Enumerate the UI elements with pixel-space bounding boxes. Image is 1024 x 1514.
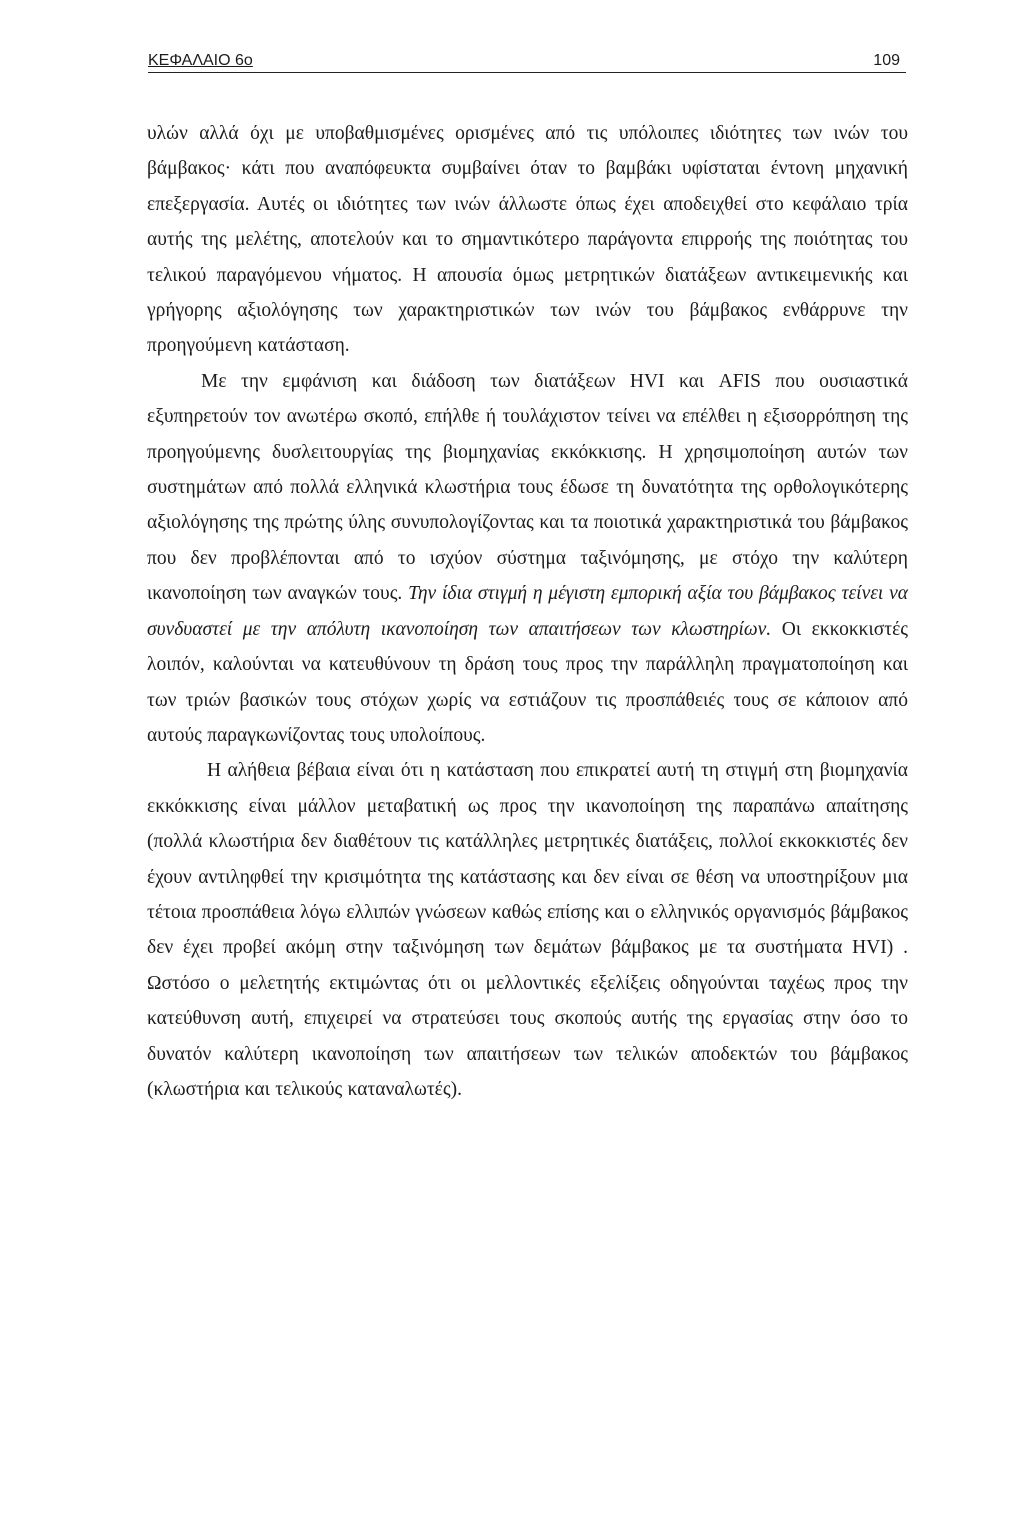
paragraph-3: Η αλήθεια βέβαια είναι ότι η κατάσταση που επικρατεί αυτή τη στιγμή στη βιομηχανία εκκόκκισης είναι μάλλον μεταβατική ως προς την ικανοποίηση της παραπάνω απαίτησης (πολλά κλωστήρια δεν διαθέτουν τις κατάλληλες μετρητικές διατάξεις, πολλοί εκκοκκιστές δεν έχουν αντιληφθεί την κρισιμότητα της κατάστασης και δεν είναι σε θέση να υποστηρίξουν μια τέτοια προσπάθεια λόγω ελλιπών γνώσεων καθώς επίσης και ο ελληνικός οργανισμός βάμβακος δεν έχει προβεί ακόμη στην ταξινόμηση των δεμάτων βάμβακος με τα συστήματα HVI) . Ωστόσο ο μελετητής εκτιμώντας ότι οι μελλοντικές εξελίξεις οδηγούνται ταχέως προς την κατεύθυνση αυτή, επιχειρεί να στρατεύσει τους σκοπούς αυτής της εργασίας στην όσο το δυνατόν καλύτερη ικανοποίηση των απαιτήσεων των τελικών αποδεκτών του βάμβακος (κλωστήρια και τελικούς καταναλωτές). bbox=[147, 760, 908, 1100]
page-number: 109 bbox=[873, 52, 900, 69]
paragraph-2 bbox=[147, 364, 908, 753]
chapter-title: ΚΕΦΑΛΑΙΟ 6ο bbox=[148, 52, 253, 69]
paragraph-1: υλών αλλά όχι με υποβαθμισμένες ορισμένες από τις υπόλοιπες ιδιότητες των ινών του βάμβακος· κάτι που αναπόφευκτα συμβαίνει όταν το βαμβάκι υφίσταται έντονη μηχανική επεξεργασία. Αυτές οι ιδιότητες των ινών άλλωστε όπως έχει αποδειχθεί στο κεφάλαιο τρία αυτής της μελέτης, αποτελούν και το σημαντικότερο παράγοντα επιρροής της ποιότητας του τελικού παραγόμενου νήματος. Η απουσία όμως μετρητικών διατάξεων αντικειμενικής και γρήγορης αξιολόγησης των χαρακτηριστικών των ινών του βάμβακος ενθάρρυνε την προηγούμενη κατάσταση. bbox=[147, 123, 908, 357]
paragraph-2-italic: Την ίδια στιγμή η μέγιστη εμπορική αξία του βάμβακος τείνει να συνδυαστεί με την απόλυτη ικανοποίηση των απαιτήσεων των κλωστηρίων. bbox=[147, 583, 909, 640]
page-header bbox=[148, 50, 906, 73]
paragraph-2-start: Με την εμφάνιση και διάδοση των διατάξεων HVI και AFIS που ουσιαστικά εξυπηρετούν τον ανωτέρω σκοπό, επήλθε ή τουλάχιστον τείνει να επέλθει η εξισορρόπηση της προηγούμενης δυσλειτουργίας της βιομηχανίας εκκόκκισης. Η χρησιμοποίηση αυτών των συστημάτων από πολλά ελληνικά κλωστήρια τους έδωσε τη δυνατότητα της ορθολογικότερης αξιολόγησης της πρώτης ύλης συνυπολογίζοντας και τα ποιοτικά χαρακτηριστικά του βάμβακος που δεν προβλέπονται από το ισχύον σύστημα ταξινόμησης, με στόχο την καλύτερη ικανοποίηση των αναγκών τους. bbox=[147, 370, 908, 605]
body-text bbox=[147, 116, 908, 1107]
paragraph-2-end: Οι εκκοκκιστές λοιπόν, καλούνται να κατευθύνουν τη δράση τους προς την παράλληλη πραγματοποίηση και των τριών βασικών τους στόχων χωρίς να εστιάζουν τις προσπάθειές τους σε κάποιον από αυτούς παραγκωνίζοντας τους υπολοίπους. bbox=[147, 618, 908, 746]
